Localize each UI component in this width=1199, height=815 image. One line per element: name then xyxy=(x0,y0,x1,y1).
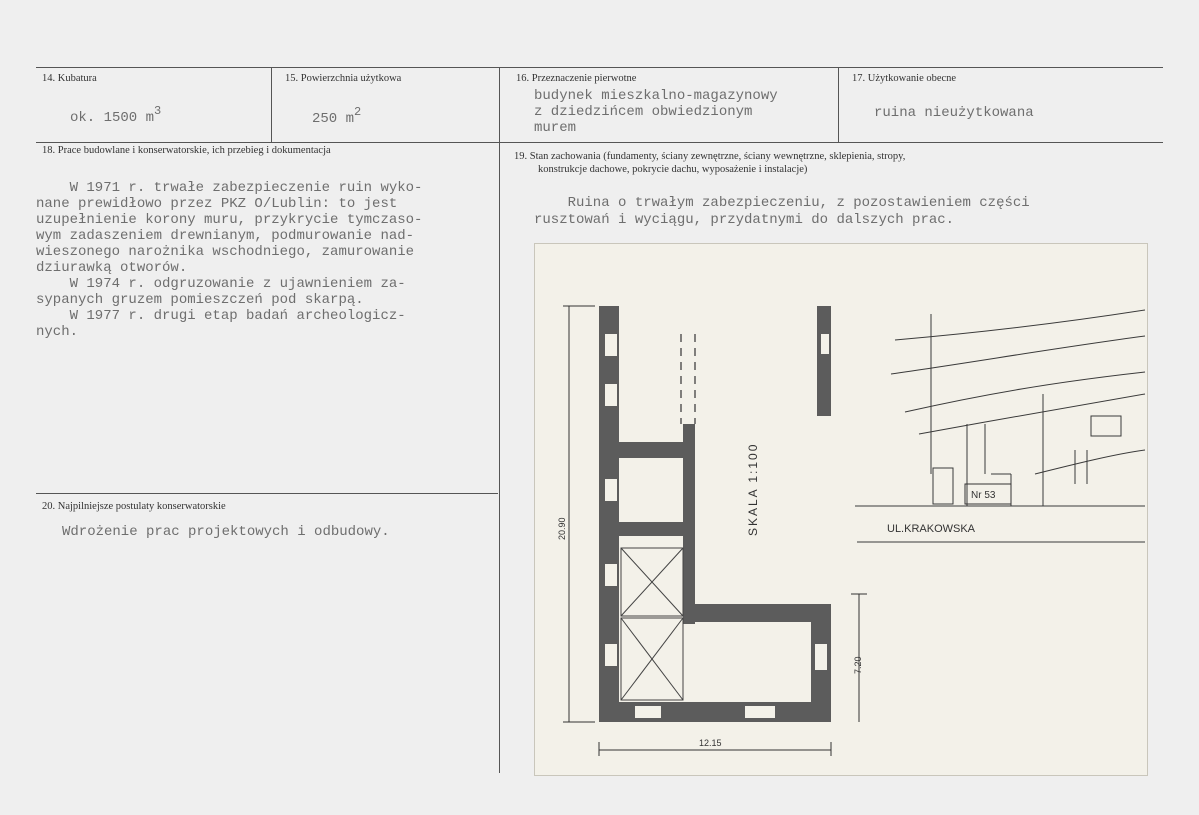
field-14-label: 14. Kubatura xyxy=(42,73,97,84)
field-16-line-3: murem xyxy=(534,120,577,136)
col-rule-2 xyxy=(499,67,500,773)
field-16-line-1: budynek mieszkalno-magazynowy xyxy=(534,88,778,104)
field-15-unit-sup: 2 xyxy=(354,105,362,119)
field-18-line-4: wym zadaszeniem drewnianym, podmurowanie nad- xyxy=(36,228,415,244)
lower-wing-north-wall xyxy=(685,604,831,622)
house-number-label: Nr 53 xyxy=(971,490,996,501)
interior-wall-2 xyxy=(619,522,689,536)
floor-plan-svg xyxy=(535,244,1147,775)
interior-wall-1 xyxy=(619,442,689,458)
field-14-value-text: ok. 1500 m xyxy=(70,110,155,126)
top-rule xyxy=(36,67,1163,68)
field-18-line-3: uzupełnienie korony muru, przykrycie tymczaso- xyxy=(36,212,423,228)
field-19-label-line-1: 19. Stan zachowania (fundamenty, ściany zewnętrzne, ściany wewnętrzne, sklepienia, stropy, xyxy=(514,151,906,162)
left-rule-20 xyxy=(36,493,498,494)
field-18-line-6: dziurawką otworów. xyxy=(36,260,188,276)
site-sketch xyxy=(855,310,1145,542)
dimension-height: 20.90 xyxy=(557,517,567,540)
field-18-line-7: W 1974 r. odgruzowanie z ujawnieniem za- xyxy=(36,276,406,292)
field-14-value xyxy=(70,104,162,126)
field-18-line-8: sypanych gruzem pomieszczeń pod skarpą. xyxy=(36,292,364,308)
field-15-value-text: 250 m xyxy=(312,111,355,127)
field-16-label: 16. Przeznaczenie pierwotne xyxy=(516,73,637,84)
building-walls xyxy=(599,306,831,722)
field-15-value xyxy=(312,105,362,127)
vault-crosses xyxy=(621,548,683,700)
field-18-line-2: nane prewidłowo przez PKZ O/Lublin: to jest xyxy=(36,196,398,212)
field-20-value: Wdrożenie prac projektowych i odbudowy. xyxy=(62,524,390,540)
field-17-label: 17. Użytkowanie obecne xyxy=(852,73,957,84)
row-rule xyxy=(36,142,1163,143)
col-rule-1 xyxy=(271,67,272,142)
floor-plan-drawing xyxy=(534,243,1148,776)
field-18-line-9: W 1977 r. drugi etap badań archeologicz- xyxy=(36,308,406,324)
col-rule-3 xyxy=(838,67,839,142)
field-20-label: 20. Najpilniejsze postulaty konserwatorskie xyxy=(42,501,226,512)
scale-label: SKALA 1:100 xyxy=(746,442,760,536)
dimension-width: 12.15 xyxy=(699,738,722,748)
street-label: UL.KRAKOWSKA xyxy=(887,523,976,535)
field-19-label-line-2: konstrukcje dachowe, pokrycie dachu, wyposażenie i instalacje) xyxy=(538,164,808,175)
field-15-label: 15. Powierzchnia użytkowa xyxy=(285,73,402,84)
field-16-line-2: z dziedzińcem obwiedzionym xyxy=(534,104,753,120)
north-east-fragment xyxy=(817,306,831,416)
field-17-value: ruina nieużytkowana xyxy=(874,105,1034,121)
field-19-line-1: Ruina o trwałym zabezpieczeniu, z pozostawieniem części xyxy=(534,195,1030,211)
dimension-side: 7.20 xyxy=(853,656,863,674)
south-wall xyxy=(599,702,831,722)
field-18-line-10: nych. xyxy=(36,324,79,340)
field-18-line-5: wieszonego narożnika wschodniego, zamurowanie xyxy=(36,244,415,260)
field-14-unit-sup: 3 xyxy=(154,104,162,118)
field-18-label: 18. Prace budowlane i konserwatorskie, ich przebieg i dokumentacja xyxy=(42,145,331,156)
field-19-line-2: rusztowań i wyciągu, przydatnymi do dalszych prac. xyxy=(534,212,955,228)
dashed-lines xyxy=(681,334,695,424)
field-18-line-1: W 1971 r. trwałe zabezpieczenie ruin wyko- xyxy=(36,180,423,196)
